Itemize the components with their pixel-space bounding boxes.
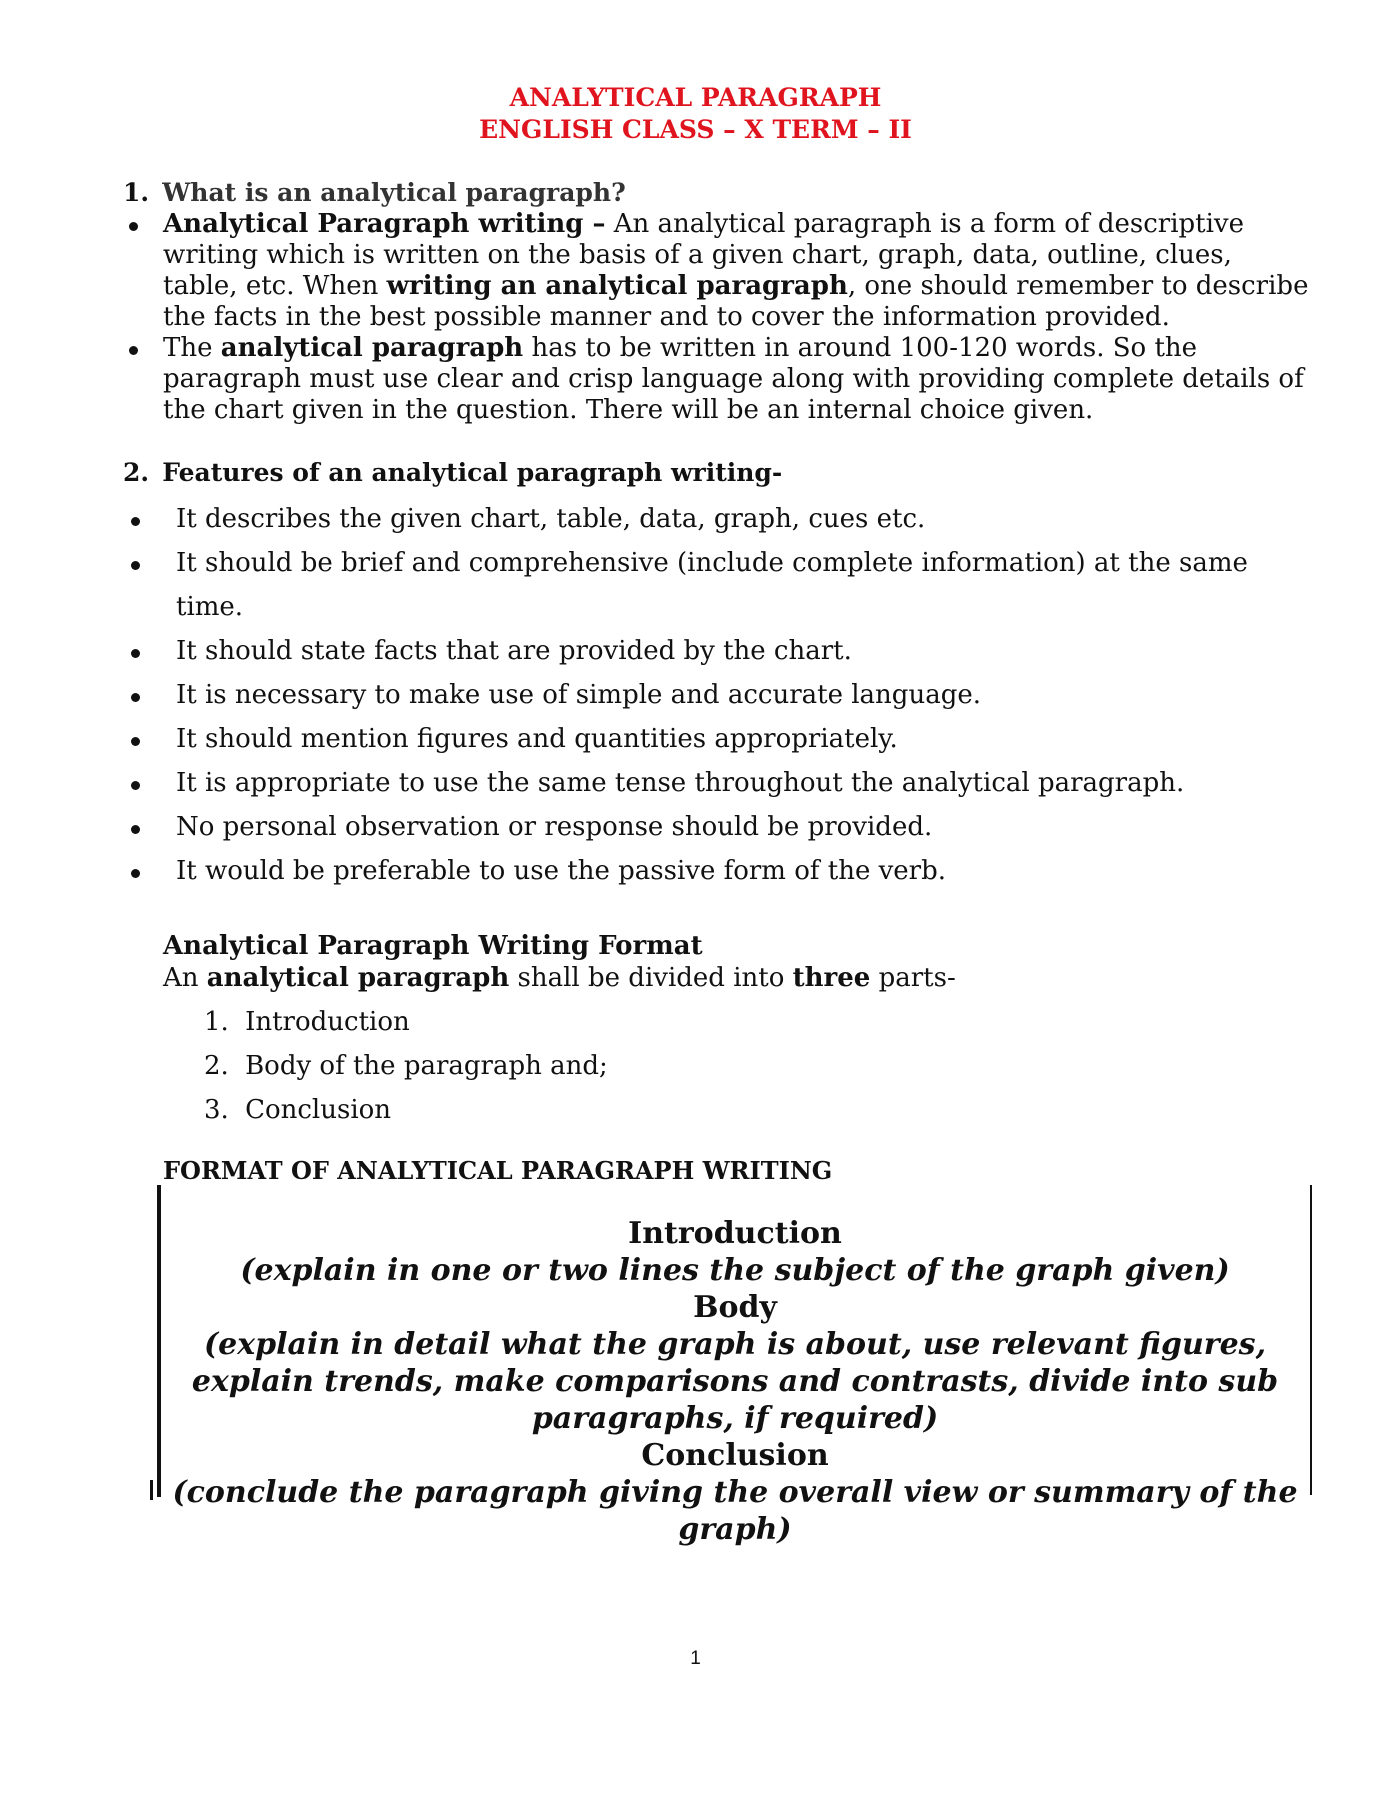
part-number: 1. xyxy=(204,1007,229,1037)
body-description-line: (explain in detail what the graph is about, use relevant figures, xyxy=(203,1327,1267,1362)
bold-text: Analytical Paragraph writing – xyxy=(163,209,606,239)
format-heading: Analytical Paragraph Writing Format xyxy=(163,931,703,961)
body-text: An xyxy=(163,963,207,993)
bullet-icon xyxy=(131,737,140,746)
feature-item: It is necessary to make use of simple and accurate language. xyxy=(176,680,981,710)
box-left-border xyxy=(157,1185,161,1497)
part-label: Conclusion xyxy=(245,1095,392,1125)
format-box-heading: FORMAT OF ANALYTICAL PARAGRAPH WRITING xyxy=(163,1156,833,1185)
box-left-border-tick xyxy=(150,1480,159,1500)
section1-number: 1. xyxy=(123,178,150,207)
bullet-icon xyxy=(131,781,140,790)
bullet-icon xyxy=(129,346,138,355)
body-text: , one should remember to describe the facts in the best possible manner and to cover the information provided. xyxy=(163,271,1309,332)
section1-bullet2 xyxy=(163,333,1313,426)
conclusion-description-line: (conclude the paragraph giving the overall view or summary of the xyxy=(172,1475,1298,1510)
bullet-icon xyxy=(131,517,140,526)
section2-number: 2. xyxy=(123,458,150,487)
feature-item: It would be preferable to use the passive form of the verb. xyxy=(176,856,947,886)
bullet-icon xyxy=(129,222,138,231)
feature-item: It should mention figures and quantities appropriately. xyxy=(176,724,898,754)
section2-heading xyxy=(123,458,782,487)
document-title: ANALYTICAL PARAGRAPH xyxy=(509,83,882,112)
bold-text: analytical paragraph xyxy=(206,963,510,993)
page-number: 1 xyxy=(690,1648,701,1669)
conclusion-description-line: graph) xyxy=(678,1512,792,1547)
body-title: Body xyxy=(693,1290,777,1325)
feature-item: No personal observation or response should be provided. xyxy=(176,812,933,842)
introduction-description: (explain in one or two lines the subject of the graph given) xyxy=(240,1253,1230,1288)
body-description-line: paragraphs, if required) xyxy=(531,1401,939,1436)
introduction-title: Introduction xyxy=(628,1216,842,1251)
bold-text: three xyxy=(792,963,871,993)
bullet-icon xyxy=(131,869,140,878)
box-right-border xyxy=(1310,1185,1312,1495)
format-part xyxy=(204,1095,391,1126)
body-text: has to be written in around 100-120 words. So the paragraph must use clear and crisp language along with providing complete details of the chart given in the question. There will be an internal choice given. xyxy=(163,333,1304,425)
feature-item: It should be brief and comprehensive (include complete information) at the same xyxy=(176,548,1248,578)
feature-item: It should state facts that are provided by the chart. xyxy=(176,636,852,666)
section1-heading xyxy=(123,178,626,207)
bullet-icon xyxy=(131,825,140,834)
body-text: parts- xyxy=(870,963,956,993)
bold-text: writing an analytical paragraph xyxy=(386,271,848,301)
document-subtitle: ENGLISH CLASS – X TERM – II xyxy=(479,115,912,144)
conclusion-title: Conclusion xyxy=(641,1438,829,1473)
bold-text: analytical paragraph xyxy=(220,333,524,363)
body-description-line: explain trends, make comparisons and contrasts, divide into sub xyxy=(191,1364,1279,1399)
section1-title: What is an analytical paragraph? xyxy=(162,178,626,207)
body-text: An analytical paragraph is a form of descriptive writing which is written on the basis of a given chart, graph, data, outline, clues, table, etc. When xyxy=(163,209,1245,301)
body-text: The xyxy=(163,333,221,363)
part-number: 3. xyxy=(204,1095,229,1125)
format-part xyxy=(204,1051,608,1082)
feature-item: It describes the given chart, table, data, graph, cues etc. xyxy=(176,504,926,534)
bullet-icon xyxy=(131,561,140,570)
section1-bullet1 xyxy=(163,209,1313,333)
bullet-icon xyxy=(131,693,140,702)
feature-item-continued: time. xyxy=(176,592,244,622)
bullet-icon xyxy=(131,649,140,658)
format-intro xyxy=(163,963,956,994)
body-text: shall be divided into xyxy=(509,963,793,993)
part-number: 2. xyxy=(204,1051,229,1081)
part-label: Body of the paragraph and; xyxy=(245,1051,608,1081)
part-label: Introduction xyxy=(245,1007,410,1037)
section2-title: Features of an analytical paragraph writing- xyxy=(162,458,783,487)
feature-item: It is appropriate to use the same tense throughout the analytical paragraph. xyxy=(176,768,1185,798)
format-part xyxy=(204,1007,410,1038)
